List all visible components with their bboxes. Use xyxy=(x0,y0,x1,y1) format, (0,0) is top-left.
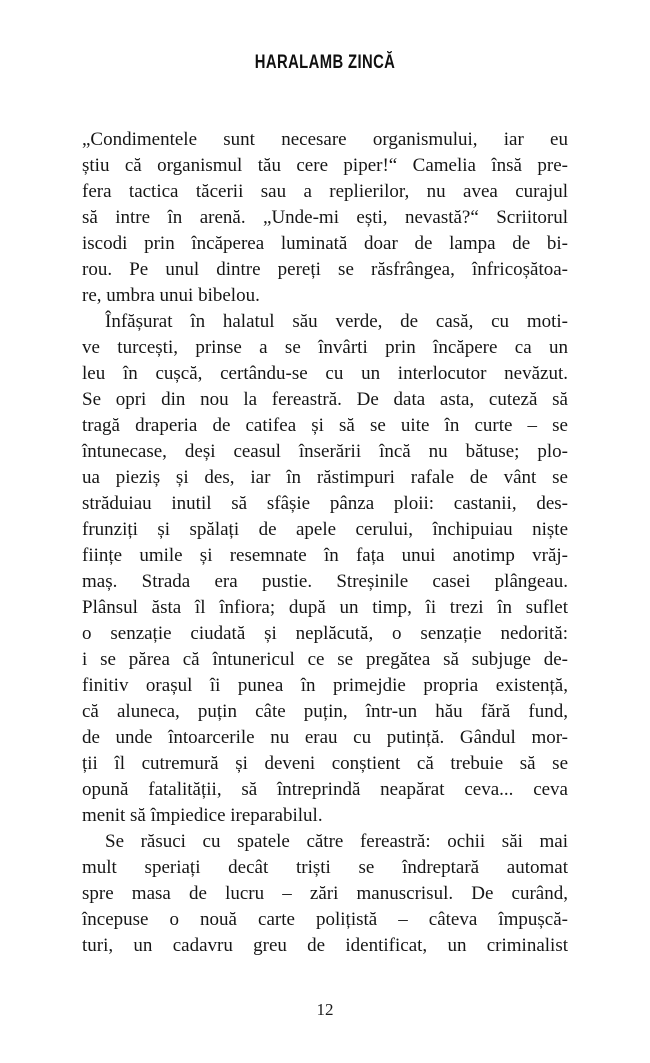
author-name-header: HARALAMB ZINCĂ xyxy=(254,52,396,73)
text-line: menit să împiedice ireparabilul. xyxy=(82,805,323,826)
text-line: opună fatalității, să întreprindă neapărat ceva... ceva xyxy=(82,779,568,800)
text-line: să intre în arenă. „Unde-mi ești, nevastă?“ Scriitorul xyxy=(82,207,568,228)
text-line: ții îl cutremură și deveni conștient că trebuie să se xyxy=(82,753,568,774)
text-line: mult speriați decât triști se îndreptară automat xyxy=(82,857,568,878)
text-line: Se răsuci cu spatele către fereastră: ochii săi mai xyxy=(105,831,568,852)
text-line: spre masa de lucru – zări manuscrisul. De curând, xyxy=(82,883,568,904)
text-line: leu în cușcă, certându-se cu un interlocutor nevăzut. xyxy=(82,363,568,384)
text-line: fera tactica tăcerii sau a replierilor, nu avea curajul xyxy=(82,181,568,202)
text-line: finitiv orașul îi punea în primejdie propria existență, xyxy=(82,675,568,696)
text-line: străduiau inutil să sfâșie pânza ploii: castanii, des- xyxy=(82,493,568,514)
text-line: începuse o nouă carte polițistă – câteva împușcă- xyxy=(82,909,568,930)
text-line: frunziți și spălați de apele cerului, închipuiau niște xyxy=(82,519,568,540)
text-line: Se opri din nou la fereastră. De data asta, cuteză să xyxy=(82,389,568,410)
text-line: tragă draperia de catifea și să se uite în curte – se xyxy=(82,415,568,436)
text-line: turi, un cadavru greu de identificat, un criminalist xyxy=(82,935,568,956)
text-line: ființe umile și resemnate în fața unui anotimp vrăj- xyxy=(82,545,568,566)
text-line: o senzație ciudată și neplăcută, o senzație nedorită: xyxy=(82,623,568,644)
text-line: i se părea că întunericul ce se pregătea să subjuge de- xyxy=(82,649,568,670)
text-line: că aluneca, puțin câte puțin, într-un hău fără fund, xyxy=(82,701,568,722)
text-line: întunecase, deși ceasul înserării încă nu bătuse; plo- xyxy=(82,441,568,462)
text-line: Plânsul ăsta îl înfiora; după un timp, îi trezi în suflet xyxy=(82,597,568,618)
text-line: re, umbra unui bibelou. xyxy=(82,285,260,306)
running-header xyxy=(0,52,650,74)
text-line: iscodi prin încăperea luminată doar de lampa de bi- xyxy=(82,233,568,254)
text-line: Înfășurat în halatul său verde, de casă, cu moti- xyxy=(105,311,568,332)
text-block xyxy=(82,127,568,959)
text-line: maș. Strada era pustie. Streșinile casei plângeau. xyxy=(82,571,568,592)
text-line: știu că organismul tău cere piper!“ Camelia însă pre- xyxy=(82,155,568,176)
text-line: ua pieziș și des, iar în răstimpuri rafale de vânt se xyxy=(82,467,568,488)
text-line: „Condimentele sunt necesare organismului, iar eu xyxy=(82,129,568,150)
text-line: de unde întoarcerile nu erau cu putință. Gândul mor- xyxy=(82,727,568,748)
text-line: rou. Pe unul dintre pereți se răsfrângea, înfricoșătoa- xyxy=(82,259,568,280)
text-line: ve turcești, prinse a se învârti prin încăpere ca un xyxy=(82,337,568,358)
page-number: 12 xyxy=(316,1000,334,1019)
